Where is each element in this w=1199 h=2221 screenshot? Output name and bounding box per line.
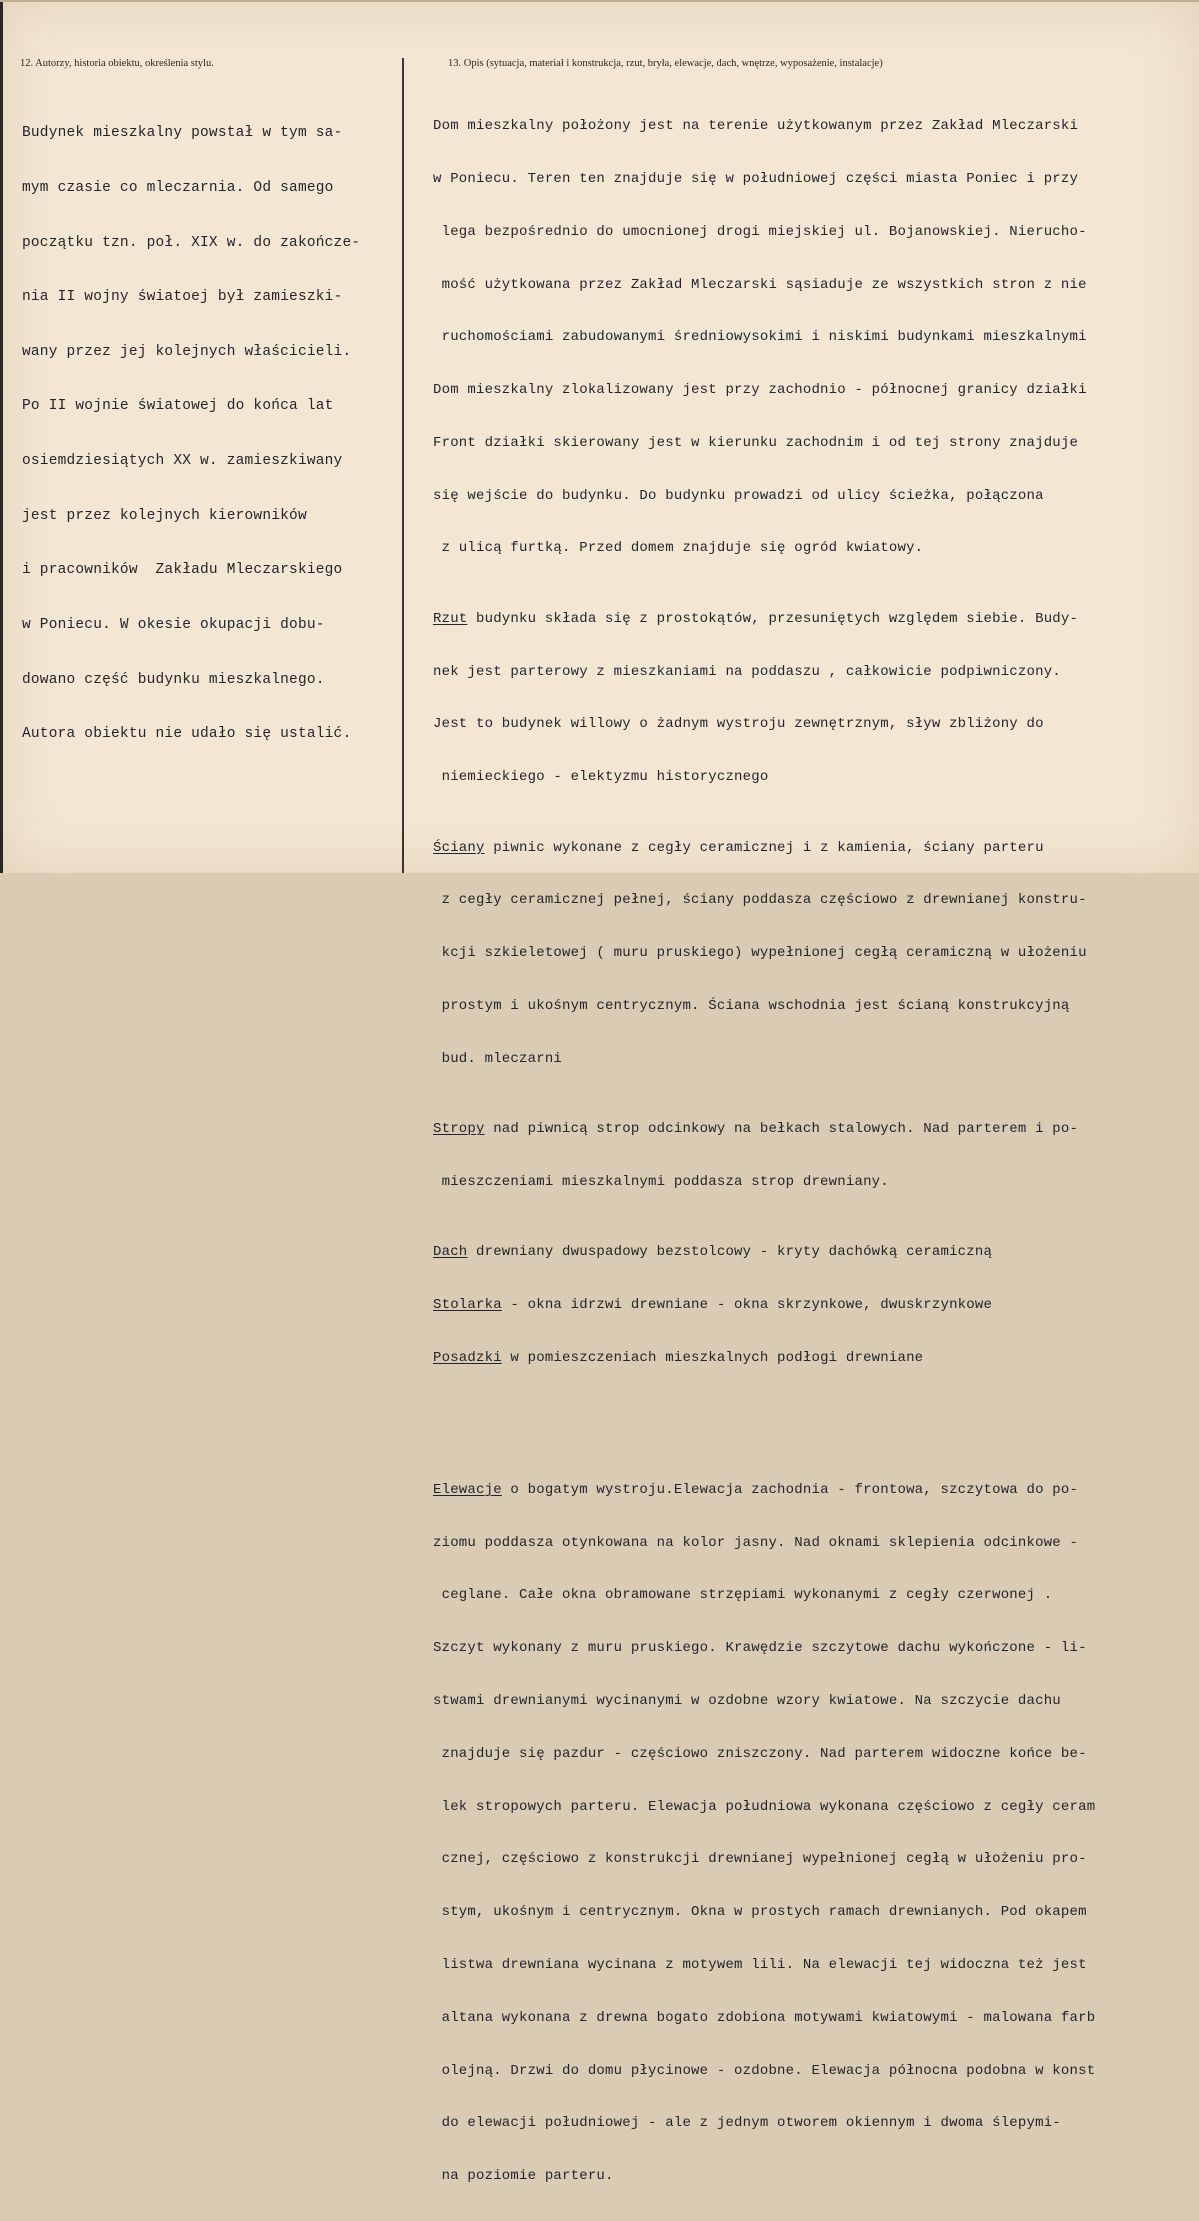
text-line: Front działki skierowany jest w kierunku zachodnim i od tej strony znajduje (433, 434, 1079, 451)
stolarka-text: - okna idrzwi drewniane - okna skrzynkowe, dwuskrzynkowe (501, 1296, 993, 1313)
text-line: nek jest parterowy z mieszkaniami na poddaszu , całkowicie podpiwniczony. (433, 663, 1061, 680)
text-line: olejną. Drzwi do domu płycinowe - ozdobne. Elewacja północna podobna w konst (433, 2062, 1096, 2079)
elewacje-paragraph-start (433, 1482, 1199, 1500)
rzut-label: Rzut (433, 610, 468, 627)
section-12-text (22, 88, 360, 780)
text-line: lek stropowych parteru. Elewacja południowa wykonana częściowo z cegły ceram (433, 1798, 1096, 1815)
text-line: osiemdziesiątych XX w. zamieszkiwany (22, 453, 343, 470)
paragraph-gap (433, 1420, 1199, 1429)
sciany-label: Ściany (433, 839, 485, 856)
text-line: bud. mleczarni (433, 1050, 563, 1067)
text-line: cznej, częściowo z konstrukcji drewnianej wypełnionej cegłą w ułożeniu pro- (433, 1851, 1087, 1868)
text-line: ceglane. Całe okna obramowane strzępiami wykonanymi z cegły czerwonej . (433, 1587, 1053, 1604)
sciany-paragraph-start (433, 840, 1199, 858)
text-line: altana wykonana z drewna bogato zdobiona motywami kwiatowymi - malowana farb (433, 2009, 1096, 2026)
text-line: i pracowników Zakładu Mleczarskiego (22, 562, 343, 579)
sheet-left-edge (0, 0, 3, 873)
dach-line (433, 1244, 1199, 1262)
text-line: znajduje się pazdur - częściowo zniszczony. Nad parterem widoczne końce be- (433, 1745, 1087, 1762)
text-line: lega bezpośrednio do umocnionej drogi miejskiej ul. Bojanowskiej. Nierucho- (433, 223, 1087, 240)
text-line: mość użytkowana przez Zakład Mleczarski sąsiaduje ze wszystkich stron z nie (433, 276, 1087, 293)
text-line: Po II wojnie światowej do końca lat (22, 398, 334, 415)
text-line: do elewacji południowej - ale z jednym otworem okiennym i dwoma ślepymi- (433, 2115, 1061, 2132)
text-line: się wejście do budynku. Do budynku prowadzi od ulicy ścieżka, połączona (433, 487, 1044, 504)
text-line: stwami drewnianymi wycinanymi w ozdobne wzory kwiatowe. Na szczycie dachu (433, 1693, 1061, 1710)
text-line: jest przez kolejnych kierowników (22, 507, 307, 524)
text-line: Budynek mieszkalny powstał w tym sa- (22, 125, 343, 142)
text-line: początku tzn. poł. XIX w. do zakończe- (22, 234, 361, 251)
text-line: w Poniecu. W okesie okupacji dobu- (22, 616, 325, 633)
elewacje-text: o bogatym wystroju.Elewacja zachodnia - frontowa, szczytowa do po- (501, 1481, 1079, 1498)
stropy-label: Stropy (433, 1121, 485, 1138)
posadzki-line (433, 1350, 1199, 1368)
text-line: dowano część budynku mieszkalnego. (22, 671, 325, 688)
stropy-text: nad piwnicą strop odcinkowy na bełkach stalowych. Nad parterem i po- (484, 1121, 1079, 1138)
stolarka-line (433, 1297, 1199, 1315)
text-line: wany przez jej kolejnych właścicieli. (22, 343, 352, 360)
dach-text: drewniany dwuspadowy bezstolcowy - kryty dachówką ceramiczną (467, 1244, 993, 1261)
text-line: prostym i ukośnym centrycznym. Ściana wschodnia jest ścianą konstrukcyjną (433, 997, 1070, 1014)
rzut-paragraph-start (433, 611, 1199, 629)
text-line: stym, ukośnym i centrycznym. Okna w prostych ramach drewnianych. Pod okapem (433, 1904, 1087, 1921)
sheet-top-edge (0, 0, 1199, 2)
sciany-text: piwnic wykonane z cegły ceramicznej i z kamienia, ściany parteru (484, 839, 1044, 856)
posadzki-text: w pomieszczeniach mieszkalnych podłogi drewniane (501, 1349, 924, 1366)
text-line: ziomu poddasza otynkowana na kolor jasny. Nad oknami sklepienia odcinkowe - (433, 1534, 1079, 1551)
text-line: ruchomościami zabudowanymi średniowysokimi i niskimi budynkami mieszkalnymi (433, 329, 1087, 346)
text-line: Autora obiektu nie udało się ustalić. (22, 726, 352, 743)
column-divider (402, 58, 404, 873)
section-13-header: 13. Opis (sytuacja, materiał i konstrukcja, rzut, bryła, elewacje, dach, wnętrze, wyposażenie, instalacje) (448, 58, 883, 69)
text-line: na poziomie parteru. (433, 2168, 614, 2185)
elewacje-label: Elewacje (433, 1481, 502, 1498)
text-line: Dom mieszkalny zlokalizowany jest przy zachodnio - północnej granicy działki (433, 382, 1087, 399)
dach-label: Dach (433, 1244, 468, 1261)
text-line: Szczyt wykonany z muru pruskiego. Krawędzie szczytowe dachu wykończone - li- (433, 1640, 1087, 1657)
stolarka-label: Stolarka (433, 1296, 502, 1313)
text-line: mym czasie co mleczarnia. Od samego (22, 180, 334, 197)
text-line: Dom mieszkalny położony jest na terenie użytkowanym przez Zakład Mleczarski (433, 118, 1079, 135)
text-line: nia II wojny światoej był zamieszki- (22, 289, 343, 306)
section-12-header: 12. Autorzy, historia obiektu, określenia stylu. (20, 58, 214, 69)
section-13-text (433, 83, 1199, 2221)
text-line: niemieckiego - elektyzmu historycznego (433, 769, 769, 786)
text-line: mieszczeniami mieszkalnymi poddasza strop drewniany. (433, 1173, 889, 1190)
text-line: w Poniecu. Teren ten znajduje się w południowej części miasta Poniec i przy (433, 170, 1079, 187)
text-line: kcji szkieletowej ( muru pruskiego) wypełnionej cegłą ceramiczną w ułożeniu (433, 945, 1087, 962)
text-line: listwa drewniana wycinana z motywem lili. Na elewacji tej widoczna też jest (433, 1956, 1087, 1973)
stropy-paragraph-start (433, 1121, 1199, 1139)
posadzki-label: Posadzki (433, 1349, 502, 1366)
text-line: Jest to budynek willowy o żadnym wystroju zewnętrznym, sływ zbliżony do (433, 716, 1044, 733)
text-line: z ulicą furtką. Przed domem znajduje się ogród kwiatowy. (433, 540, 924, 557)
rzut-text: budynku składa się z prostokątów, przesuniętych względem siebie. Budy- (467, 610, 1079, 627)
text-line: z cegły ceramicznej pełnej, ściany poddasza częściowo z drewnianej konstru- (433, 892, 1087, 909)
